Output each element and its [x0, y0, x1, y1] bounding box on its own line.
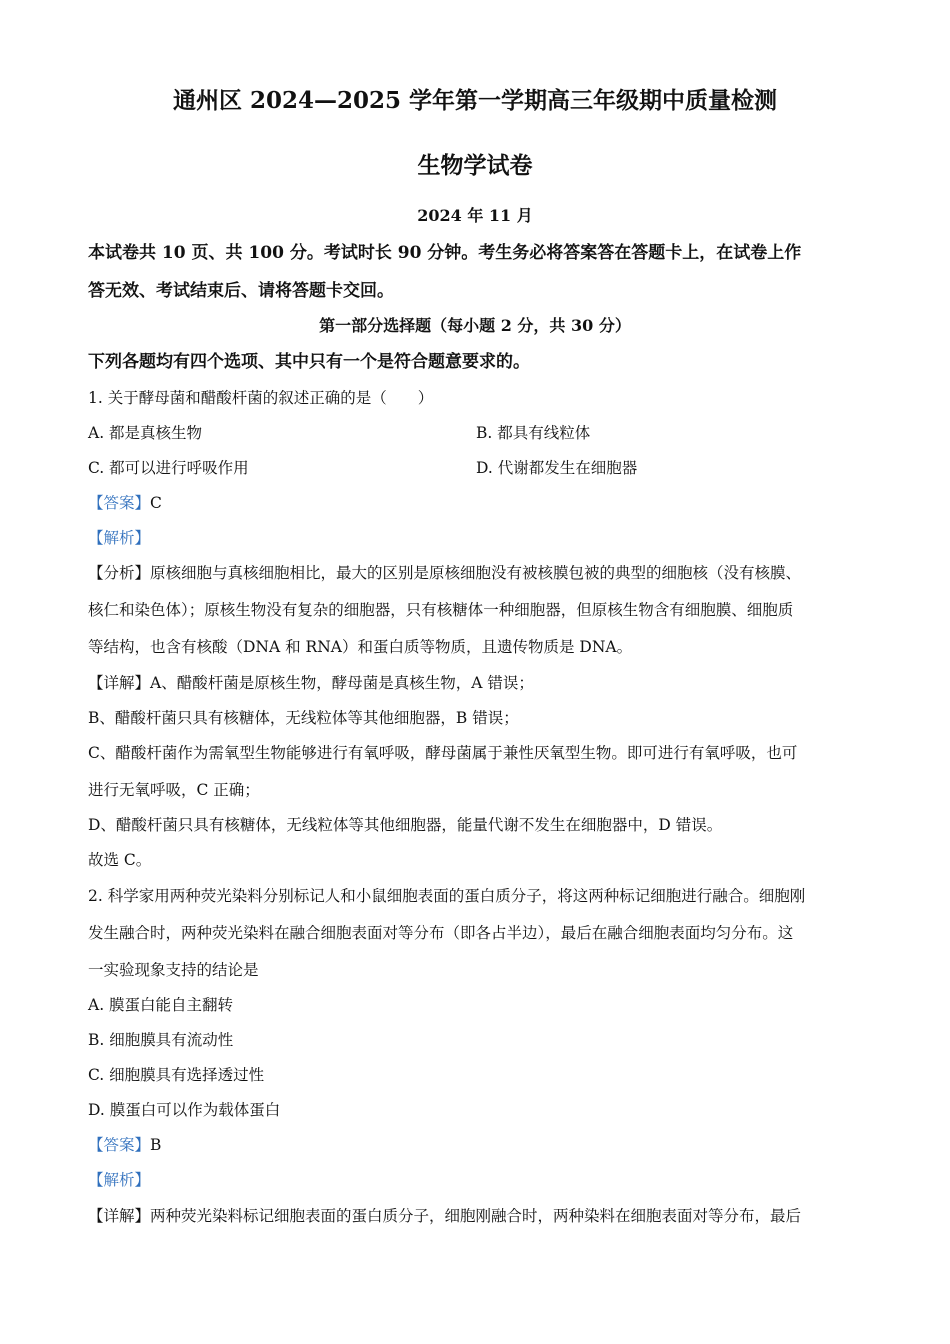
q1-fenxi-2: 核仁和染色体）；原核生物没有复杂的细胞器，只有核糖体一种细胞器，但原核生物含有细胞膜、细胞质	[88, 601, 794, 619]
detail-text: A、醋酸杆菌是原核生物，酵母菌是真核生物，A 错误；	[150, 674, 534, 692]
fenxi-text: 原核细胞与真核细胞相比，最大的区别是原核细胞没有被核膜包被的典型的细胞核（没有核膜、	[150, 564, 802, 582]
q1-stem: 1. 关于酵母菌和醋酸杆菌的叙述正确的是（ ）	[88, 389, 434, 407]
detail-tag: 【详解】	[88, 1207, 151, 1225]
q2-stem-1: 2. 科学家用两种荧光染料分别标记人和小鼠细胞表面的蛋白质分子，将这两种标记细胞进行融合。细胞刚	[88, 887, 806, 905]
answer-value: B	[150, 1136, 162, 1154]
answer-tag: 【答案】	[88, 494, 151, 512]
answer-value: C	[150, 494, 162, 512]
q1-answer	[88, 493, 162, 513]
q2-option-b: B. 细胞膜具有流动性	[88, 1031, 234, 1049]
notice-line-1: 本试卷共 10 页、共 100 分。考试时长 90 分钟。考生务必将答案答在答题卡上，在试卷上作	[88, 243, 802, 263]
exam-date: 2024 年 11 月	[417, 206, 533, 225]
detail-text: 两种荧光染料标记细胞表面的蛋白质分子，细胞刚融合时，两种染料在细胞表面对等分布，最后	[150, 1207, 802, 1225]
q2-option-a: A. 膜蛋白能自主翻转	[88, 996, 234, 1014]
detail-tag: 【详解】	[88, 674, 151, 692]
exam-subtitle: 生物学试卷	[417, 152, 533, 179]
answer-tag: 【答案】	[88, 1136, 151, 1154]
q1-analysis-tag: 【解析】	[88, 529, 151, 547]
q1-option-b: B. 都具有线粒体	[476, 424, 591, 442]
section-instruction: 下列各题均有四个选项、其中只有一个是符合题意要求的。	[88, 352, 530, 372]
q1-option-a: A. 都是真核生物	[88, 424, 203, 442]
q2-option-c: C. 细胞膜具有选择透过性	[88, 1066, 265, 1084]
q1-fenxi-1	[88, 563, 801, 583]
q2-stem-3: 一实验现象支持的结论是	[88, 961, 259, 979]
q1-option-c: C. 都可以进行呼吸作用	[88, 459, 249, 477]
q2-analysis-tag: 【解析】	[88, 1171, 151, 1189]
q2-answer	[88, 1135, 161, 1155]
q1-fenxi-3: 等结构，也含有核酸（DNA 和 RNA）和蛋白质等物质，且遗传物质是 DNA。	[88, 638, 633, 656]
exam-title: 通州区 2024—2025 学年第一学期高三年级期中质量检测	[172, 87, 778, 114]
q1-detail-3: C、醋酸杆菌作为需氧型生物能够进行有氧呼吸，酵母菌属于兼性厌氧型生物。即可进行有氧呼吸，也可	[88, 744, 798, 762]
section-title: 第一部分选择题（每小题 2 分，共 30 分）	[319, 316, 631, 335]
q2-detail-1	[88, 1206, 801, 1226]
q1-detail-5: D、醋酸杆菌只具有核糖体，无线粒体等其他细胞器，能量代谢不发生在细胞器中，D 错误。	[88, 816, 723, 834]
q2-stem-2: 发生融合时，两种荧光染料在融合细胞表面对等分布（即各占半边），最后在融合细胞表面均匀分布。这	[88, 924, 794, 942]
q1-detail-4: 进行无氧呼吸，C 正确；	[88, 781, 260, 799]
q1-detail-1	[88, 673, 534, 693]
q1-conclusion: 故选 C。	[88, 851, 152, 869]
q2-option-d: D. 膜蛋白可以作为载体蛋白	[88, 1101, 281, 1119]
q1-option-d: D. 代谢都发生在细胞器	[476, 459, 638, 477]
q1-detail-2: B、醋酸杆菌只具有核糖体，无线粒体等其他细胞器，B 错误；	[88, 709, 519, 727]
notice-line-2: 答无效、考试结束后、请将答题卡交回。	[88, 281, 394, 301]
fenxi-tag: 【分析】	[88, 564, 151, 582]
